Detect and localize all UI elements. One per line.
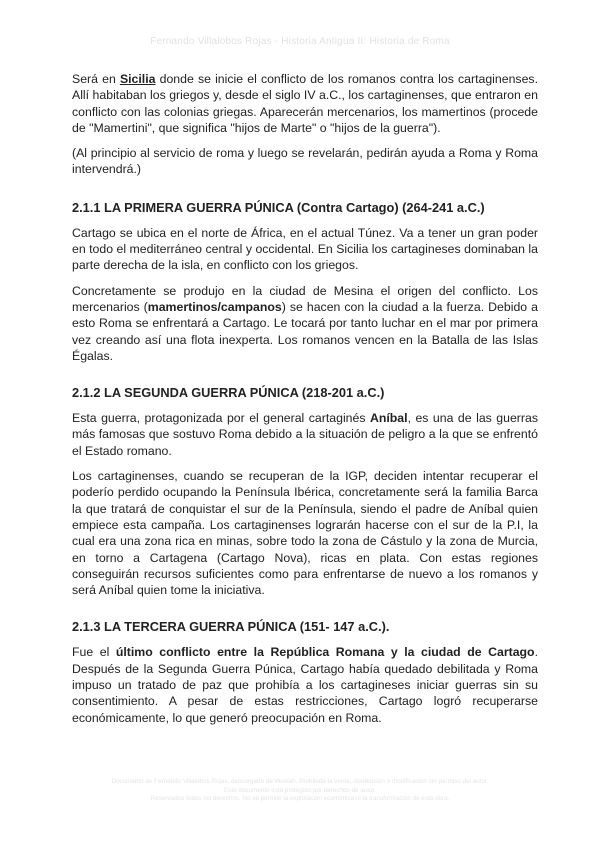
- section1-p2-start: Concretamente se produjo en la ciudad de Mesina el origen del conflicto. Los mercenarios (: [72, 283, 538, 314]
- footer-line-1: Documento de Fernando Villalobos Rojas, descargado de Wuolah. Prohibida la venta, distribución o modificación sin permiso del autor.: [111, 778, 489, 785]
- anibal-term: Aníbal: [369, 411, 408, 426]
- section2-p1-start: Esta guerra, protagonizada por el general cartaginés: [72, 411, 370, 426]
- section1-paragraph-2: [72, 283, 538, 364]
- section-heading-2: 2.1.2 LA SEGUNDA GUERRA PÚNICA (218-201 a.C.): [72, 385, 385, 401]
- section1-p2-end: ) se hacen con la ciudad a la fuerza. Debido a esto Roma se enfrentará a Cartago. Le tocará por tanto luchar en el mar por primera vez creando así una flota inexperta. Los romanos vencen en la Batalla de las Islas Égalas.: [72, 299, 538, 363]
- section2-paragraph-1: [72, 410, 538, 459]
- footer-line-3: Reservados todos los derechos. No se permite la explotación económica ni la transformación de esta obra.: [150, 795, 450, 802]
- footer-line-2: Este documento está protegido por derechos de autor.: [224, 786, 376, 794]
- section2-paragraph-2: Los cartaginenses, cuando se recuperan de la IGP, deciden intentar recuperar el poderío perdido ocupando la Península Ibérica, concretamente será la familia Barca la que tratará de conquistar el sur de la Península, siendo el padre de Aníbal quien empiece esta campaña. Los cartaginenses lograrán hacerse con el sur de la P.I, la cual era una zona rica en minas, sobre todo la zona de Cástulo y la zona de Murcia, en torno a Cartagena (Cartago Nova), ricas en plata. Con estas regiones conseguirán recursos suficientes como para enfrentarse de nuevo a los romanos y será Aníbal quien tome la iniciativa.: [72, 469, 538, 598]
- intro-paragraph-2: (Al principio al servicio de roma y luego se revelarán, pedirán ayuda a Roma y Roma intervendrá.): [72, 146, 538, 177]
- section3-p1-end: . Después de la Segunda Guerra Púnica, Cartago había quedado debilitada y Roma impuso un tratado de paz que prohibía a los cartagineses iniciar guerras sin su consentimiento. A pesar de estas restricciones, Cartago logró recuperarse económicamente, lo que generó preocupación en Roma.: [72, 645, 538, 725]
- page-header: Fernando Villalobos Rojas - Historia Antigua II: Historia de Roma: [150, 36, 450, 47]
- section-heading-3: 2.1.3 LA TERCERA GUERRA PÚNICA (151- 147 a.C.).: [72, 619, 390, 635]
- section-heading-1: 2.1.1 LA PRIMERA GUERRA PÚNICA (Contra Cartago) (264-241 a.C.): [72, 199, 485, 215]
- sicilia-term: Sicilia: [119, 72, 156, 86]
- section1-paragraph-1: Cartago se ubica en el norte de África, en el actual Túnez. Va a tener un gran poder en todo el mediterráneo central y occidental. En Sicilia los cartagineses dominaban la parte derecha de la isla, en conflicto con los griegos.: [72, 225, 538, 273]
- page-footer: [0, 778, 600, 804]
- ultimo-conflicto-term: último conflicto entre la República Romana y la ciudad de Cartago: [115, 645, 535, 660]
- section3-paragraph-1: [72, 644, 538, 725]
- mamertinos-term: mamertinos/campanos: [147, 299, 282, 314]
- section3-p1-start: Fue el: [72, 645, 116, 660]
- section2-p1-end: , es una de las guerras más famosas que sostuvo Roma debido a la situación de peligro a la que se enfrentó el Estado romano.: [72, 411, 538, 458]
- document-body: [72, 71, 538, 735]
- intro-text-end: donde se inicie el conflicto de los romanos contra los cartaginenses. Allí habitaban los griegos y, desde el siglo IV a.C., los cartaginenses, que entraron en conflicto con las colonias griegas. Aparecerán mercenarios, los mamertinos (procede de "Mamertini", que significa "hijos de Marte" o "hijos de la guerra").: [72, 72, 538, 135]
- intro-text-start: Será en: [72, 72, 120, 86]
- intro-paragraph-1: [72, 71, 538, 136]
